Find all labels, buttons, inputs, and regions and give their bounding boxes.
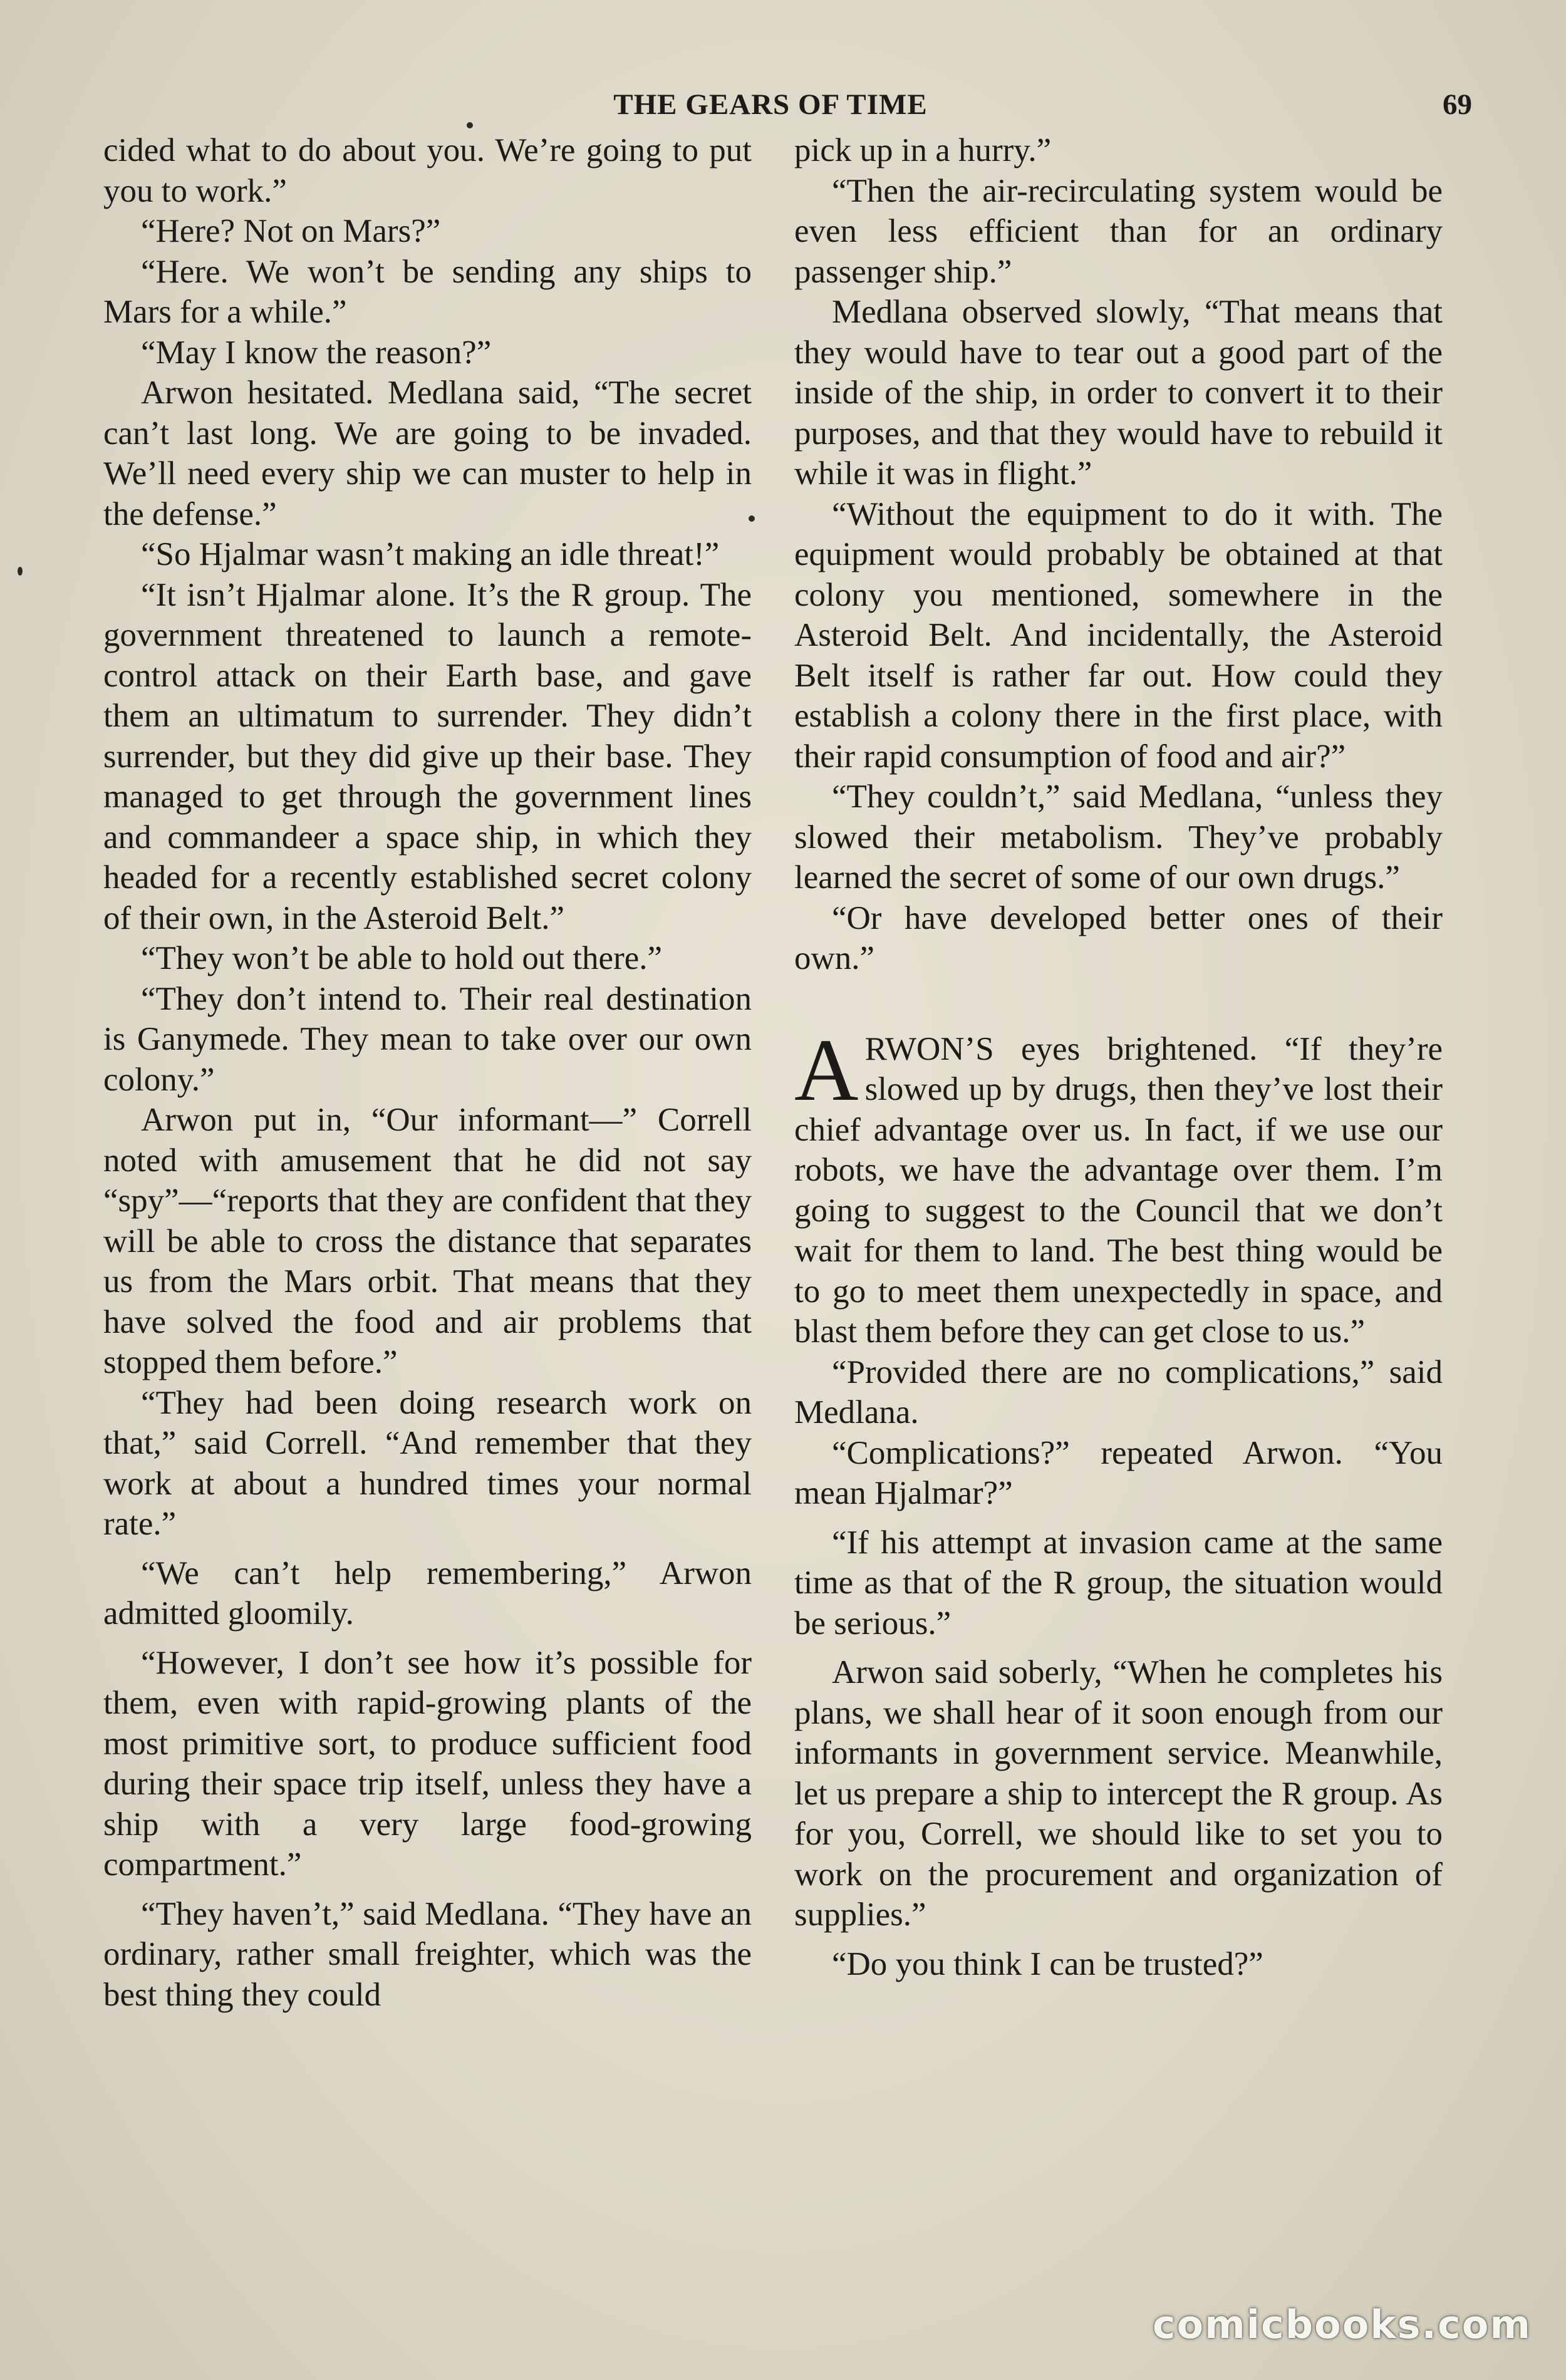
paragraph: “It isn’t Hjalmar alone. It’s the R group. The government threatened to launch a remote-control attack on their Earth base, and gave them an ultimatum to surrender. They didn’t surrender, but they did give up their base. They managed to get through the government lines and commandeer a space ship, in which they headed for a recently established secret colony of their own, in the Asteroid Belt.” bbox=[103, 576, 752, 936]
paragraph-text: RWON’S eyes brightened. “If they’re slowed up by drugs, then they’ve lost their chief advantage over us. In fact, if we use our robots, we have the advantage over them. I’m going to suggest to the Council that we don’t wait for them to land. The best thing would be to go to meet them unexpectedly in space, and blast them before they can get close to us.” bbox=[794, 1030, 1443, 1350]
paragraph: “Then the air-recirculating system would be even less efficient than for an ordinary passenger ship.” bbox=[794, 172, 1443, 290]
paragraph: “They won’t be able to hold out there.” bbox=[141, 940, 663, 976]
paragraph: “If his attempt at invasion came at the same time as that of the R group, the situation would be serious.” bbox=[794, 1524, 1443, 1642]
paragraph: Medlana observed slowly, “That means that they would have to tear out a good part of the inside of the ship, in order to convert it to their purposes, and that they would have to rebuild it while it was in flight.” bbox=[794, 294, 1443, 492]
paragraph: “They had been doing research work on that,” said Correll. “And remember that they work at about a hundred times your normal rate.” bbox=[103, 1384, 752, 1542]
watermark-logo: comicbooks.com bbox=[1152, 2302, 1532, 2347]
paragraph: “So Hjalmar wasn’t making an idle threat!” bbox=[141, 536, 720, 572]
drop-cap: A bbox=[794, 1020, 859, 1119]
paragraph: “Or have developed better ones of their own.” bbox=[794, 899, 1443, 976]
paragraph: “They haven’t,” said Medlana. “They have an ordinary, rather small freighter, which was the best thing they could bbox=[103, 1895, 752, 2013]
paragraph: “We can’t help remembering,” Arwon admitted gloomily. bbox=[103, 1555, 752, 1632]
paragraph: “Complications?” repeated Arwon. “You mean Hjalmar?” bbox=[794, 1434, 1443, 1511]
paragraph: cided what to do about you. We’re going to put you to work.” bbox=[103, 132, 752, 209]
paragraph: “Here? Not on Mars?” bbox=[141, 213, 441, 249]
paragraph: Arwon put in, “Our informant—” Correll noted with amusement that he did not say “spy”—“reports that they are confident that they will be able to cross the distance that separates us from the Mars orbit. That means that they have solved the food and air problems that stopped them before.” bbox=[103, 1102, 752, 1380]
left-text-column bbox=[103, 130, 752, 2015]
paragraph: Arwon hesitated. Medlana said, “The secret can’t last long. We are going to be invaded. We’ll need every ship we can muster to help in the defense.” bbox=[103, 375, 752, 532]
print-speck bbox=[18, 567, 23, 576]
paragraph: pick up in a hurry.” bbox=[794, 132, 1052, 168]
paragraph: “Here. We won’t be sending any ships to Mars for a while.” bbox=[103, 253, 752, 330]
print-speck bbox=[467, 122, 473, 128]
paragraph: “Do you think I can be trusted?” bbox=[832, 1945, 1263, 1982]
print-speck bbox=[749, 515, 755, 522]
paragraph: “Provided there are no complications,” said Medlana. bbox=[794, 1353, 1443, 1431]
paragraph: “Without the equipment to do it with. The equipment would probably be obtained at that colony you mentioned, somewhere in the Asteroid Belt. And incidentally, the Asteroid Belt itself is rather far out. How could they establish a colony there in the first place, with their rapid consumption of food and air?” bbox=[794, 495, 1443, 775]
paragraph: Arwon said soberly, “When he completes his plans, we shall hear of it soon enough from our informants in government service. Meanwhile, let us prepare a ship to intercept the R group. As for you, Correll, we should like to set you to work on the procurement and organization of supplies.” bbox=[794, 1654, 1443, 1933]
right-text-column bbox=[794, 130, 1443, 1984]
section-break bbox=[794, 979, 1443, 1029]
running-title: THE GEARS OF TIME bbox=[613, 88, 928, 121]
paragraph-with-dropcap bbox=[794, 1020, 1443, 1352]
paragraph: “May I know the reason?” bbox=[141, 334, 492, 371]
paragraph: “However, I don’t see how it’s possible for them, even with rapid-growing plants of the most primitive sort, to produce sufficient food during their space trip itself, unless they have a ship with a very large food-growing compartment.” bbox=[103, 1644, 752, 1883]
paragraph: “They don’t intend to. Their real destination is Ganymede. They mean to take over our own colony.” bbox=[103, 980, 752, 1098]
paragraph: “They couldn’t,” said Medlana, “unless they slowed their metabolism. They’ve probably learned the secret of some of our own drugs.” bbox=[794, 779, 1443, 896]
page-number: 69 bbox=[1443, 88, 1472, 121]
